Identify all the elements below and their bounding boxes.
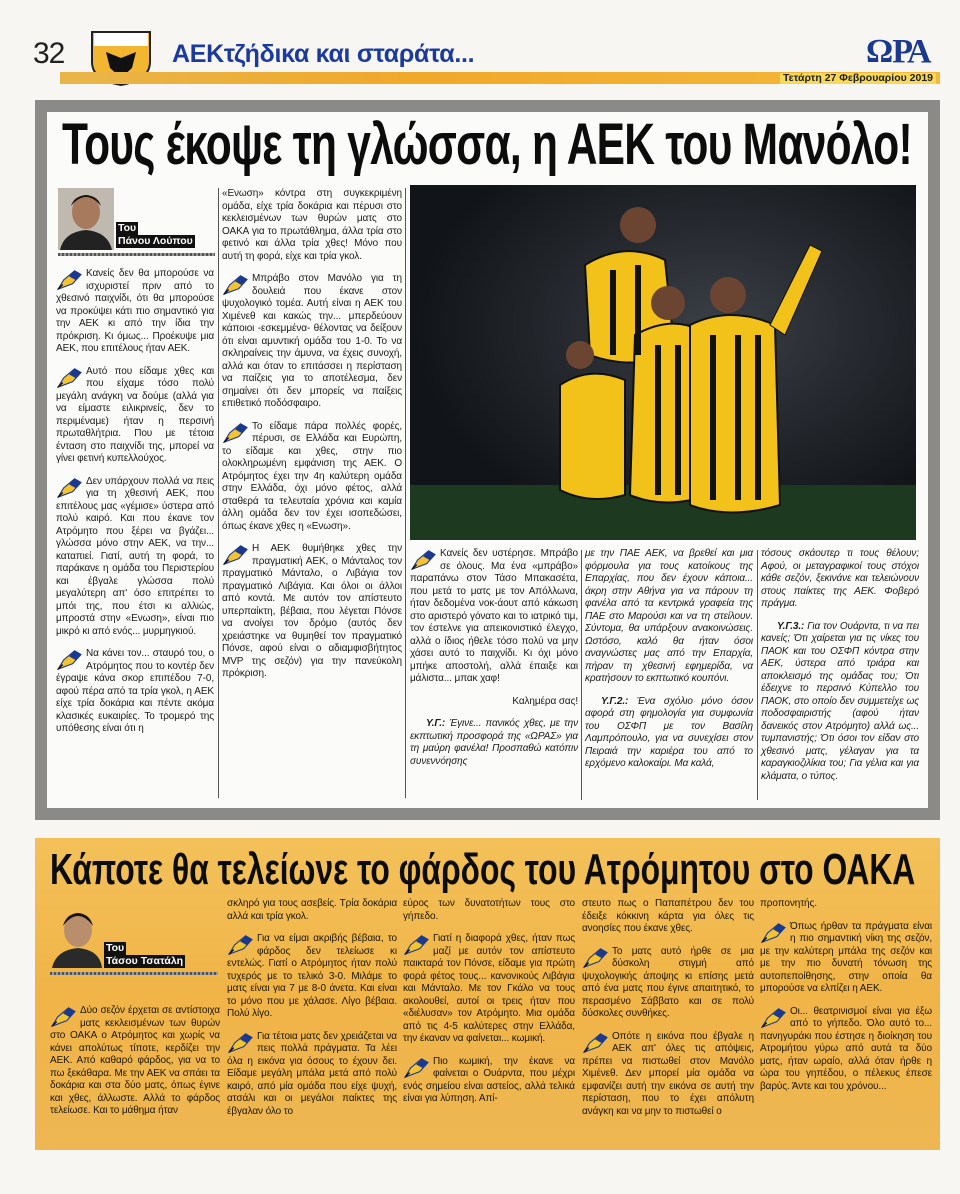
paragraph [585,696,753,771]
paragraph-text: στευτο πως ο Παπαπέτρου δεν του έδειξε κόκκινη κάρτα για όλες τις ανοησίες που έκανε χθες. [582,898,754,934]
paragraph-text: Κανείς δεν υστέρησε. Μπράβο σε όλους. Μα ένα «μπράβο» παραπάνω στον Τάσο Μπακασέτα, που μετά το ματς με τον Απόλλωνα, ήταν δεδομένα νοκ-άουτ από κάκωση στο αριστερό γόνατο και το ιατρικό τιμ, τον έστελνε για απεικονιστικό έλεγχο, αλλά ο ίδιος ήθελε τόσο πολύ να μην χάσει αυτό το παιχνίδι. Κι όχι μόνο μπήκε αποστολή, αλλά έπαιξε και μάλιστα... μπακ χαφ! [410,548,578,684]
column-divider [218,188,219,798]
paragraph [403,933,575,1046]
paragraph-text: Οπότε η εικόνα που έβγαλε η ΑΕΚ απ' όλες τις απόψεις, πρέπει να πιστωθεί στον Μανόλο Χιμένεθ. Δεν μπορεί μία ομάδα να εμφανίζει αυτή την εικόνα σε αυτή την περίσταση, που το έχει απόλυτη ανάγκη και να μην το πιστωθεί ο [582,1030,754,1117]
paragraph [227,1031,397,1119]
paragraph-text: με την ΠΑΕ ΑΕΚ, να βρεθεί και μια φόρμουλα για τους κατοίκους της Επαρχίας, που δεν έχουν κάποια... άκρη στην Αθήνα για να πάρουν τη φανέλα από τα κεντρικά γραφεία της ΠΑΕ στο Μαρούσι και να τη στείλουν. Σύντομα, θα υπάρξουν ανακοινώσεις. Ωστόσο, καλό θα ήταν όσοι αναγνώστες μας από την Επαρχία, πήραν τη χθεσινή εφημερίδα, να κρατήσουν το εκπτωτικό κουπόνι. [585,548,753,684]
author-byline [116,222,195,248]
paragraph [56,366,214,466]
paragraph [50,1005,220,1118]
paragraph [403,1056,575,1106]
paragraph-text: Όπως ήρθαν τα πράγματα είναι η πιο σημαντική νίκη της σεζόν, με την καλύτερη μπάλα της σεζόν και με την πιο δυνατή τόνωση της αυτοπεποίθησης, στην οποία θα μπορούσε να ελπίζει η ΑΕΚ. [760,920,932,994]
paragraph [410,718,578,768]
paragraph-text: Δύο σεζόν έρχεται σε αντίστοιχα ματς κεκλεισμένων των θυρών στο ΟΑΚΑ ο Ατρόμητος και χωρίς να κάνει απολύτως τίποτε, κερδίζει την ΑΕΚ. Από καθαρό φάρδος, για να το πω ξεκάθαρα. Με την ΑΕΚ να σπάει τα δοκάρια και στα δύο ματς, όπως έγινε και χθες, άλλωστε. Αλλά το φάρδος τελείωσε. Και το μάθημα ήταν [50,1005,220,1116]
paragraph-text: Για να είμαι ακριβής βέβαια, το φάρδος δεν τελείωσε κι εντελώς. Γιατί ο Ατρόμητος ήταν πολύ τυχερός με το τελικό 3-0. Μιλάμε το ματς είναι για 7 με 8-0 άνετα. Και είναι το μόνο που με χάλασε. Λίγο βέβαια. Πολύ λίγο. [227,933,397,1019]
paragraph [222,421,402,534]
paragraph-text: Να κάνει τον... σταυρό του, ο Ατρόμητος που το κοντέρ δεν έγραψε κάνα σκορ επιπέδου 7-0, αφού πέρα από τα τρία γκολ, η ΑΕΚ είχε τρία δοκάρια και πέντε ακόμα κλασικές ευκαιρίες. Το τρομερό της υπόθεσης είναι ότι η [56,648,214,734]
article2-column-3 [403,898,575,1116]
match-photo [410,185,916,540]
paragraph [582,946,754,1021]
pen-icon [222,274,252,298]
paragraph [760,898,932,911]
paragraph [227,898,397,923]
paragraph [56,648,214,736]
page-number: 32 [33,37,65,70]
column-divider [405,188,406,798]
section-title: ΑΕΚτζήδικα και σταράτα... [172,40,475,68]
author-prefix: Του [118,222,137,234]
column-divider [757,550,758,800]
paragraph-text: Η ΑΕΚ θυμήθηκε χθες την πραγματική ΑΕΚ, ο Μάνταλος τον πραγματικό Μάνταλο, ο Λιβάγια τον πραγματικό Λιβάγια. Και όλοι οι άλλοι από κοντά. Με αυτόν τον απίστευτο υπερπαίκτη, βέβαια, που λέγεται Πόνσε να ανοίγει τον δρόμο (αυτός δεν χρειάστηκε να θυμηθεί τον πραγματικό Πόνσε, αφού είναι ο αδιαμφισβήτητος MVP της σεζόν) για την πανεύκολη πρόκριση. [222,543,402,679]
author-byline [104,942,185,968]
paragraph-text: «Ενωση» κόντρα στη συγκεκριμένη ομάδα, είχε τρία δοκάρια και πέρυσι στο κεκλεισμένων των θυρών ματς στο ΟΑΚΑ για το πρωτάθλημα, άλλα τρία στο φετινό και άλλα τρία χθες! Μόνο που αυτή τη φορά, είχε και τρία γκολ. [222,188,402,262]
paragraph-text: Έγινε... πανικός χθες, με την εκπτωτική προσφορά της «ΩΡΑΣ» για τη μαύρη φανέλα! Προσπαθώ κατόπιν συνεννόησης [410,718,578,767]
pen-icon [222,422,252,446]
paragraph [222,188,402,263]
author-name: Τάσου Τσατάλη [106,955,184,967]
author-name: Πάνου Λούπου [118,235,193,247]
paragraph [410,696,578,709]
article2-column-2 [227,898,397,1128]
postscript-label: Υ.Γ.: [426,718,446,729]
author-photo [52,904,102,968]
byline-rule [50,972,218,975]
paragraph [403,898,575,923]
paragraph-text: Ένα σχόλιο μόνο όσον αφορά στη φημολογία για συμφωνία του ΟΣΦΠ με τον Βασίλη Λαμπρόπουλο, για να συνεχίσει στον Πειραιά την καριέρα του από το ερχόμενο καλοκαίρι. Μα καλά, [585,695,753,769]
pen-icon [56,649,86,673]
paragraph [760,921,932,996]
article2-headline: Κάποτε θα τελείωνε το φάρδος του Ατρόμητου στο ΟΑΚΑ [50,845,916,894]
article1-column-1 [56,268,214,746]
paragraph [582,1031,754,1119]
byline-rule [58,253,215,256]
article1-column-4 [585,548,753,781]
paragraph-text: Δεν υπάρχουν πολλά να πεις για τη χθεσινή ΑΕΚ, που επιτέλους μας «γέμισε» ύστερα από πολύ καιρό. Και που έκανε τον Ατρόμητο που ξέρει να βγάζει... γλώσσα μόνο στην ΑΕΚ, να την... καταπιεί. Γιατί, αυτή τη φορά, το παράκανε η ομάδα του Περιστερίου και έβγαλε γλώσσα πολύ μεγαλύτερη απ' όσο επιτρέπει το μπόι της, που έτσι κι αλλιώς, μπροστά στην «Ενωση», είναι πιο μικρό κι από ενός... μυρμηγκιού. [56,475,214,637]
pen-icon [410,549,440,573]
column-divider [581,550,582,800]
paragraph-text: Για τον Ουάρντα, τι να πει κανείς; Ότι χαίρεται για τις νίκες του ΠΑΟΚ και του ΟΣΦΠ κόντρα στην ΑΕΚ, ύστερα από τριάρα και αποκλεισμό της ομάδας του; Ότι έδειχνε το περσινό Κύπελλο του ΠΑΟΚ, στο οποίο δεν συμμετείχε ως ποδοσφαιριστής (αφού ήταν δανεικός στον Ατρόμητο) αλλά ως... τυμπανιστής; Ότι όσοι τον είδαν στο χθεσινό ματς, γέλαγαν για τα καραγκιοζιλίκια του; Για γέλια και για κλάματα, ο τύπος. [761,620,919,782]
pen-icon [222,544,252,568]
paragraph [760,1006,932,1094]
postscript-label: Υ.Γ.3.: [777,620,805,632]
paragraph-text: Οι... θεατρινισμοί είναι για έξω από το γήπεδο. Όλο αυτό το... πανηγυράκι που έστησε η διοίκηση του Ατρομήτου γύρω από αυτά τα δύο ματς, ήταν ωραίο, αλλά όταν ήρθε η ώρα του γηπέδου, ο πέλεκυς έπεσε βαρύς. Άντε και του χρόνου... [760,1005,932,1092]
pen-icon [403,934,433,958]
paragraph-text: Πιο κωμική, την έκανε να φαίνεται ο Ουάρντα, που μέχρι ενός σημείου είναι αστείος, αλλά τελικά είναι για λύπηση. Απί- [403,1055,575,1104]
newspaper-name: ΩΡΑ [866,33,931,70]
paragraph [227,933,397,1021]
paragraph-text: σκληρό για τους ασεβείς. Τρία δοκάρια αλλά και τρία γκολ. [227,898,397,922]
pen-icon [582,947,612,971]
paragraph [222,273,402,411]
paragraph [761,548,919,611]
paragraph [56,268,214,356]
article1-column-3 [410,548,578,778]
article2-column-4 [582,898,754,1128]
paragraph-text: Για τέτοια ματς δεν χρειάζεται να πεις πολλά πράγματα. Τα λέει όλα η εικόνα για όσους το έχουν δει. Είδαμε μεγάλη μπάλα μετά από πολύ καιρό, από μία ομάδα που είχε ψυχή, ατσάλι και οι μεγάλοι παίκτες της έβγαλαν όλο το [227,1030,397,1117]
paragraph [56,476,214,639]
paragraph [585,548,753,686]
paragraph-text: προπονητής. [760,898,817,909]
pen-icon [56,269,86,293]
paragraph [582,898,754,936]
paragraph-text: εύρος των δυνατοτήτων τους στο γήπεδο. [403,898,575,922]
pen-icon [227,1032,257,1056]
pen-icon [227,934,257,958]
author-photo [58,188,114,250]
paragraph [222,543,402,681]
paragraph-text: Γιατί η διαφορά χθες, ήταν πως μαζί με αυτόν τον απίστευτο παικταρά τον Πόνσε, είδαμε για πρώτη φορά φέτος τους... κανονικούς Λιβάγια και Μάνταλο. Με τον Γκάλο να τους ακολουθεί, αυτοί οι τρεις ήταν που «διέλυσαν» τον Ατρόμητο. Μια ομάδα από τις 4-5 καλύτερες στην Ελλάδα, την έκαναν να φαίνεται... κωμική. [403,933,575,1044]
pen-icon [760,1007,790,1031]
pen-icon [582,1032,612,1056]
article1-headline: Τους έκοψε τη γλώσσα, η ΑΕΚ του Μανόλο! [62,112,912,177]
article2-column-1 [50,1005,220,1128]
paragraph-text: Αυτό που είδαμε χθες και που είχαμε τόσο πολύ μεγάλη ανάγκη να δούμε (αλλά για να είμαστε ειλικρινείς, δεν το περιμέναμε) ήταν η περσινή πρωταθλήτρια. Που με τέτοια ένταση στο παιχνίδι της, μπορεί να γίνει φετινή κυπελλούχος. [56,365,214,464]
pen-icon [56,477,86,501]
article1-column-2 [222,188,402,691]
issue-date: Τετάρτη 27 Φεβρουαρίου 2019 [780,73,936,84]
author-prefix: Του [106,942,125,954]
postscript-label: Υ.Γ.2.: [601,695,629,707]
paragraph-text: Καλημέρα σας! [512,695,578,707]
paragraph-text: Κανείς δεν θα μπορούσε να ισχυριστεί πριν από το χθεσινό παιχνίδι, ότι θα μπορούσε να προκύψει κάτι πιο σημαντικό για την ΑΕΚ κι από την ίδια την πρόκριση. Κι όμως... Προέκυψε μια ΑΕΚ, που επιτέλους ήταν ΑΕΚ. [56,268,214,354]
paragraph-text: Μπράβο στον Μανόλο για τη δουλειά που έκανε στον ψυχολογικό τομέα. Αυτή είναι η ΑΕΚ του Χιμένεθ και κακώς την... μπερδεύουν κάποιοι -εσκεμμένα- θέλοντας να δείξουν ότι είναι αμυντική ομάδα του 1-0. Το να σκληραίνεις την άμυνα, να έχεις συνοχή, αλλά και όταν το επιτάσσει η περίσταση να παίζεις για το αποτέλεσμα, δεν σημαίνει ότι δεν μπορείς να παίξεις επιθετικό ποδόσφαιρο. [222,273,402,409]
pen-icon [56,367,86,391]
paragraph [410,548,578,686]
article2-column-5 [760,898,932,1103]
pen-icon [50,1006,80,1030]
paragraph-text: Το είδαμε πάρα πολλές φορές, πέρυσι, σε Ελλάδα και Ευρώπη, το είδαμε και χθες, στην πιο ολοκληρωμένη εμφάνιση της ΑΕΚ. Ο Ατρόμητος έχει την 4η καλύτερη ομάδα στην Ελλάδα, όχι μόνο φέτος, αλλά σταθερά τα τελευταία χρόνια και καμία άλλη ομάδα δεν τον έχει ισοπεδώσει, όπως έκανε χθες η «Ενωση». [222,420,402,532]
article1-column-5 [761,548,919,793]
paragraph-text: τόσους σκάουτερ τι τους θέλουν; Αφού, οι μεταγραφικοί τους στόχοι κάθε σεζόν, ξεκινάνε και τελειώνουν στους παίκτες της ΑΕΚ. Φοβερό πράγμα. [761,548,919,609]
pen-icon [760,922,790,946]
pen-icon [403,1057,433,1081]
paragraph-text: Το ματς αυτό ήρθε σε μια δύσκολη στιγμή από ψυχολογικής άποψης κι επίσης μετά από ένα ματς που έγινε απαιτητικό, το περασμένο Σάββατο και σε πολύ δύσκολες συνθήκες. [582,945,754,1019]
paragraph [761,621,919,784]
